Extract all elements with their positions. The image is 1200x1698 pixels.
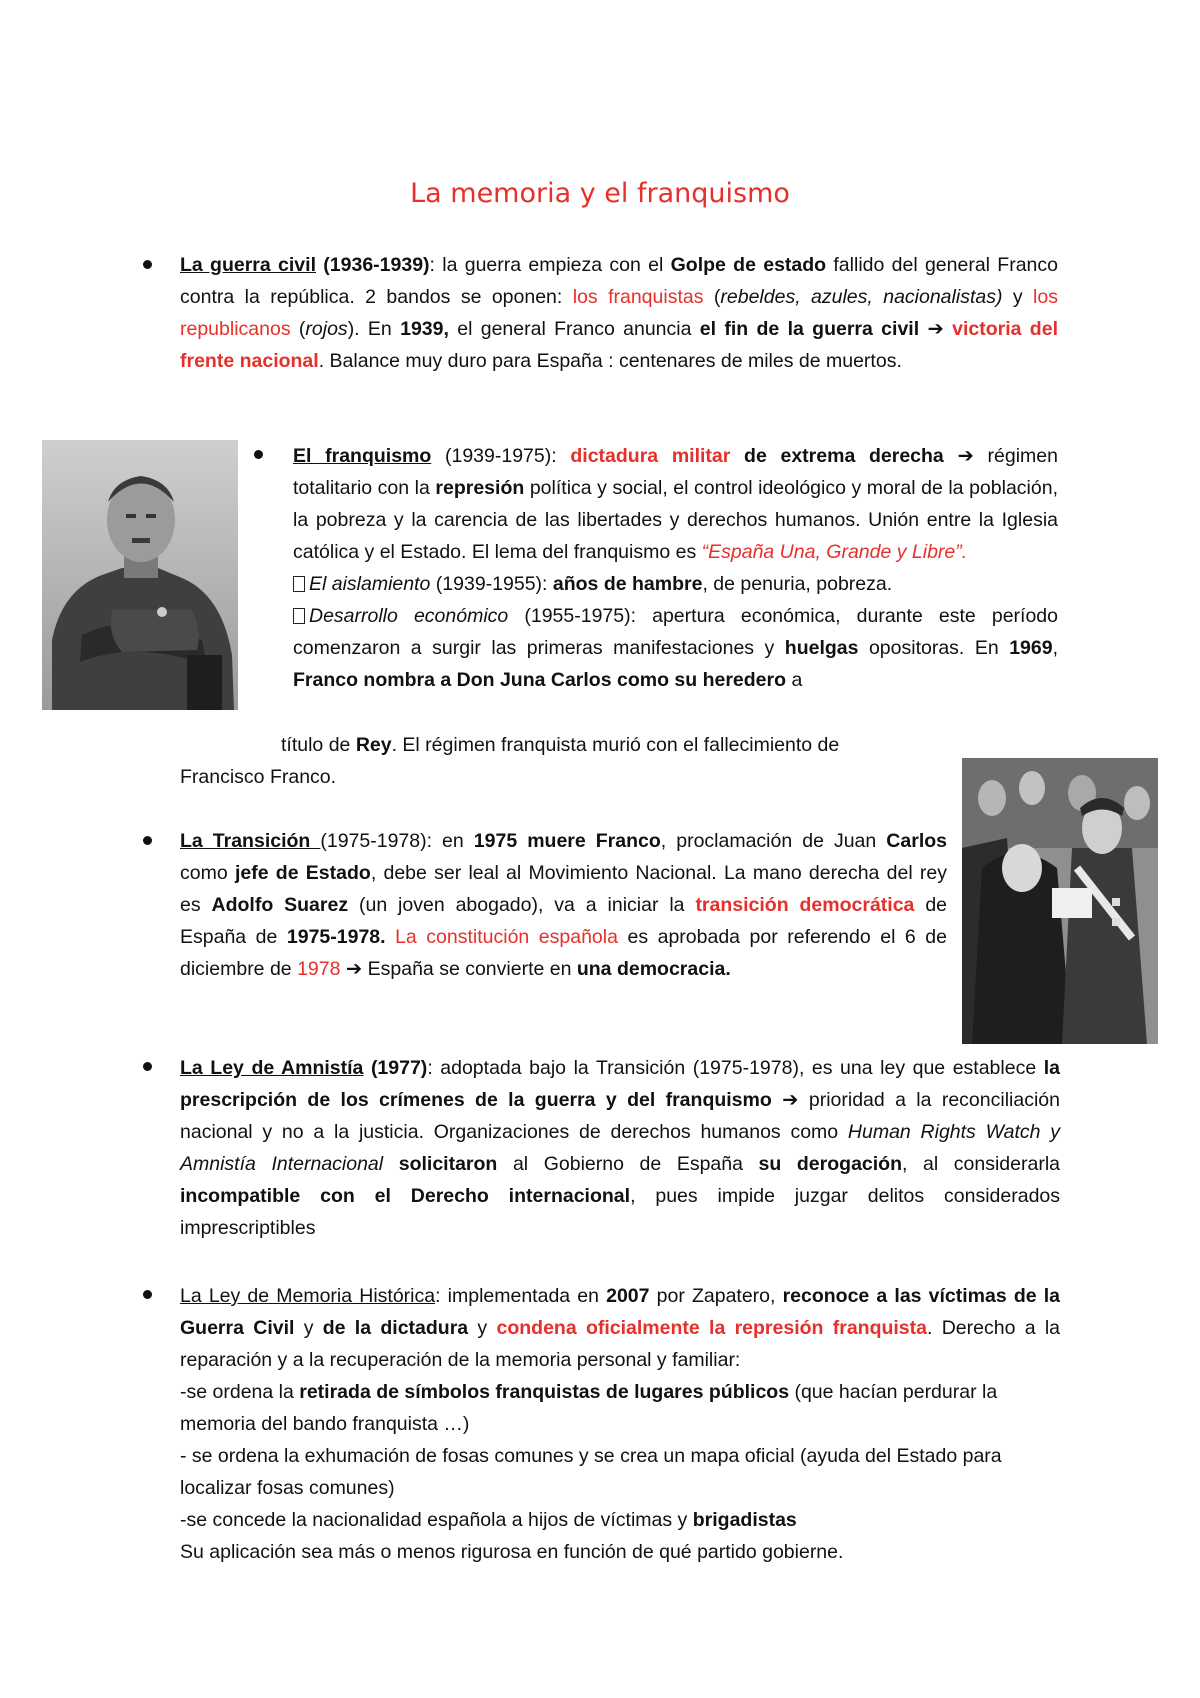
portrait-photo	[42, 440, 238, 710]
bullet-dot-icon	[143, 1062, 152, 1071]
arrow-right-icon: ➔	[943, 445, 988, 467]
arrow-right-icon: ➔	[919, 318, 953, 340]
section-franquismo-tail: título de Rey. El régimen franquista murió con el fallecimiento de	[281, 734, 840, 756]
list-item: -se ordena la retirada de símbolos franquistas de lugares públicos (que hacían perdurar la memoria del bando franquista …)	[180, 1381, 998, 1435]
arrow-right-icon: ➔	[340, 958, 368, 980]
ceremony-photo	[962, 758, 1158, 1044]
bullet-dot-icon	[143, 260, 152, 269]
section-ley-amnistia: La Ley de Amnistía (1977): adoptada bajo la Transición (1975-1978), es una ley que establece la prescripción de los crímenes de la guerra y del franquismo ➔ prioridad a la reconciliación nacional y no a la justicia. Organizaciones de derechos humanos como Human Rights Watch y Amnistía Internacional solicitaron al Gobierno de España su derogación, al considerarla incompatible con el Derecho internacional, pues impide juzgar delitos considerados imprescriptibles	[180, 1057, 1061, 1239]
list-item: -se concede la nacionalidad española a hijos de víctimas y brigadistas	[180, 1509, 797, 1531]
list-item: - se ordena la exhumación de fosas comunes y se crea un mapa oficial (ayuda del Estado para localizar fosas comunes)	[180, 1445, 1002, 1499]
bullet-dot-icon	[143, 1290, 152, 1299]
section-heading: El franquismo	[293, 445, 432, 467]
arrow-right-icon: ➔	[771, 1089, 809, 1111]
section-heading: La Ley de Amnistía	[180, 1057, 364, 1079]
aislamiento-line: El aislamiento (1939-1955): años de hambre, de penuria, pobreza.	[293, 568, 1058, 600]
section-transicion: La Transición (1975-1978): en 1975 muere Franco, proclamación de Juan Carlos como jefe de Estado, debe ser leal al Movimiento Nacional. La mano derecha del rey es Adolfo Suarez (un joven abogado), va a iniciar la transición democrática de España de 1975-1978. La constitución española es aprobada por referendo el 6 de diciembre de 1978 ➔ España se convierte en una democracia.	[180, 830, 948, 980]
section-memoria-historica: La Ley de Memoria Histórica: implementada en 2007 por Zapatero, reconoce a las víctimas de la Guerra Civil y de la dictadura y condena oficialmente la represión franquista. Derecho a la reparación y a la recuperación de la memoria personal y familiar: -se ordena la retirada de símbolos franquistas de lugares públicos (que hacían perdurar la memoria del bando franquista …) - se ordena la exhumación de fosas comunes y se crea un mapa oficial (ayuda del Estado para localizar fosas comunes) -se concede la nacionalidad española a hijos de víctimas y brigadistas Su aplicación sea más o menos rigurosa en función de qué partido gobierne.	[180, 1280, 1060, 1568]
section-heading: La guerra civil	[180, 254, 316, 276]
bullet-dot-icon	[254, 450, 263, 459]
bullet-dot-icon	[143, 836, 152, 845]
empty-box-icon	[293, 576, 305, 592]
empty-box-icon	[293, 608, 305, 624]
page-title: La memoria y el franquismo	[410, 178, 790, 209]
section-heading: La Transición	[180, 830, 321, 852]
closing-line: Su aplicación sea más o menos rigurosa en función de qué partido gobierne.	[180, 1541, 844, 1563]
section-franquismo-end: Francisco Franco.	[180, 766, 337, 788]
section-guerra-civil: La guerra civil (1936-1939): la guerra empieza con el Golpe de estado fallido del general Franco contra la república. 2 bandos se oponen: los franquistas (rebeldes, azules, nacionalistas) y los republicanos (rojos). En 1939, el general Franco anuncia el fin de la guerra civil ➔ victoria del frente nacional. Balance muy duro para España : centenares de miles de muertos.	[180, 254, 1058, 372]
desarrollo-line: Desarrollo económico (1955-1975): apertura económica, durante este período comenzaron a surgir las primeras manifestaciones y huelgas opositoras. En 1969, Franco nombra a Don Juna Carlos como su heredero a	[293, 605, 1058, 691]
section-heading: La Ley de Memoria Histórica	[180, 1285, 436, 1307]
section-franquismo: El franquismo (1939-1975): dictadura militar de extrema derecha ➔ régimen totalitario con la represión política y social, el control ideológico y moral de la población, la pobreza y la carencia de las libertades y derechos humanos. Unión entre la Iglesia católica y el Estado. El lema del franquismo es “España Una, Grande y Libre”. El aislamiento (1939-1955): años de hambre, de penuria, pobreza. Desarrollo económico (1955-1975): apertura económica, durante este período comenzaron a surgir las primeras manifestaciones y huelgas opositoras. En 1969, Franco nombra a Don Juna Carlos como su heredero a	[293, 440, 1058, 696]
